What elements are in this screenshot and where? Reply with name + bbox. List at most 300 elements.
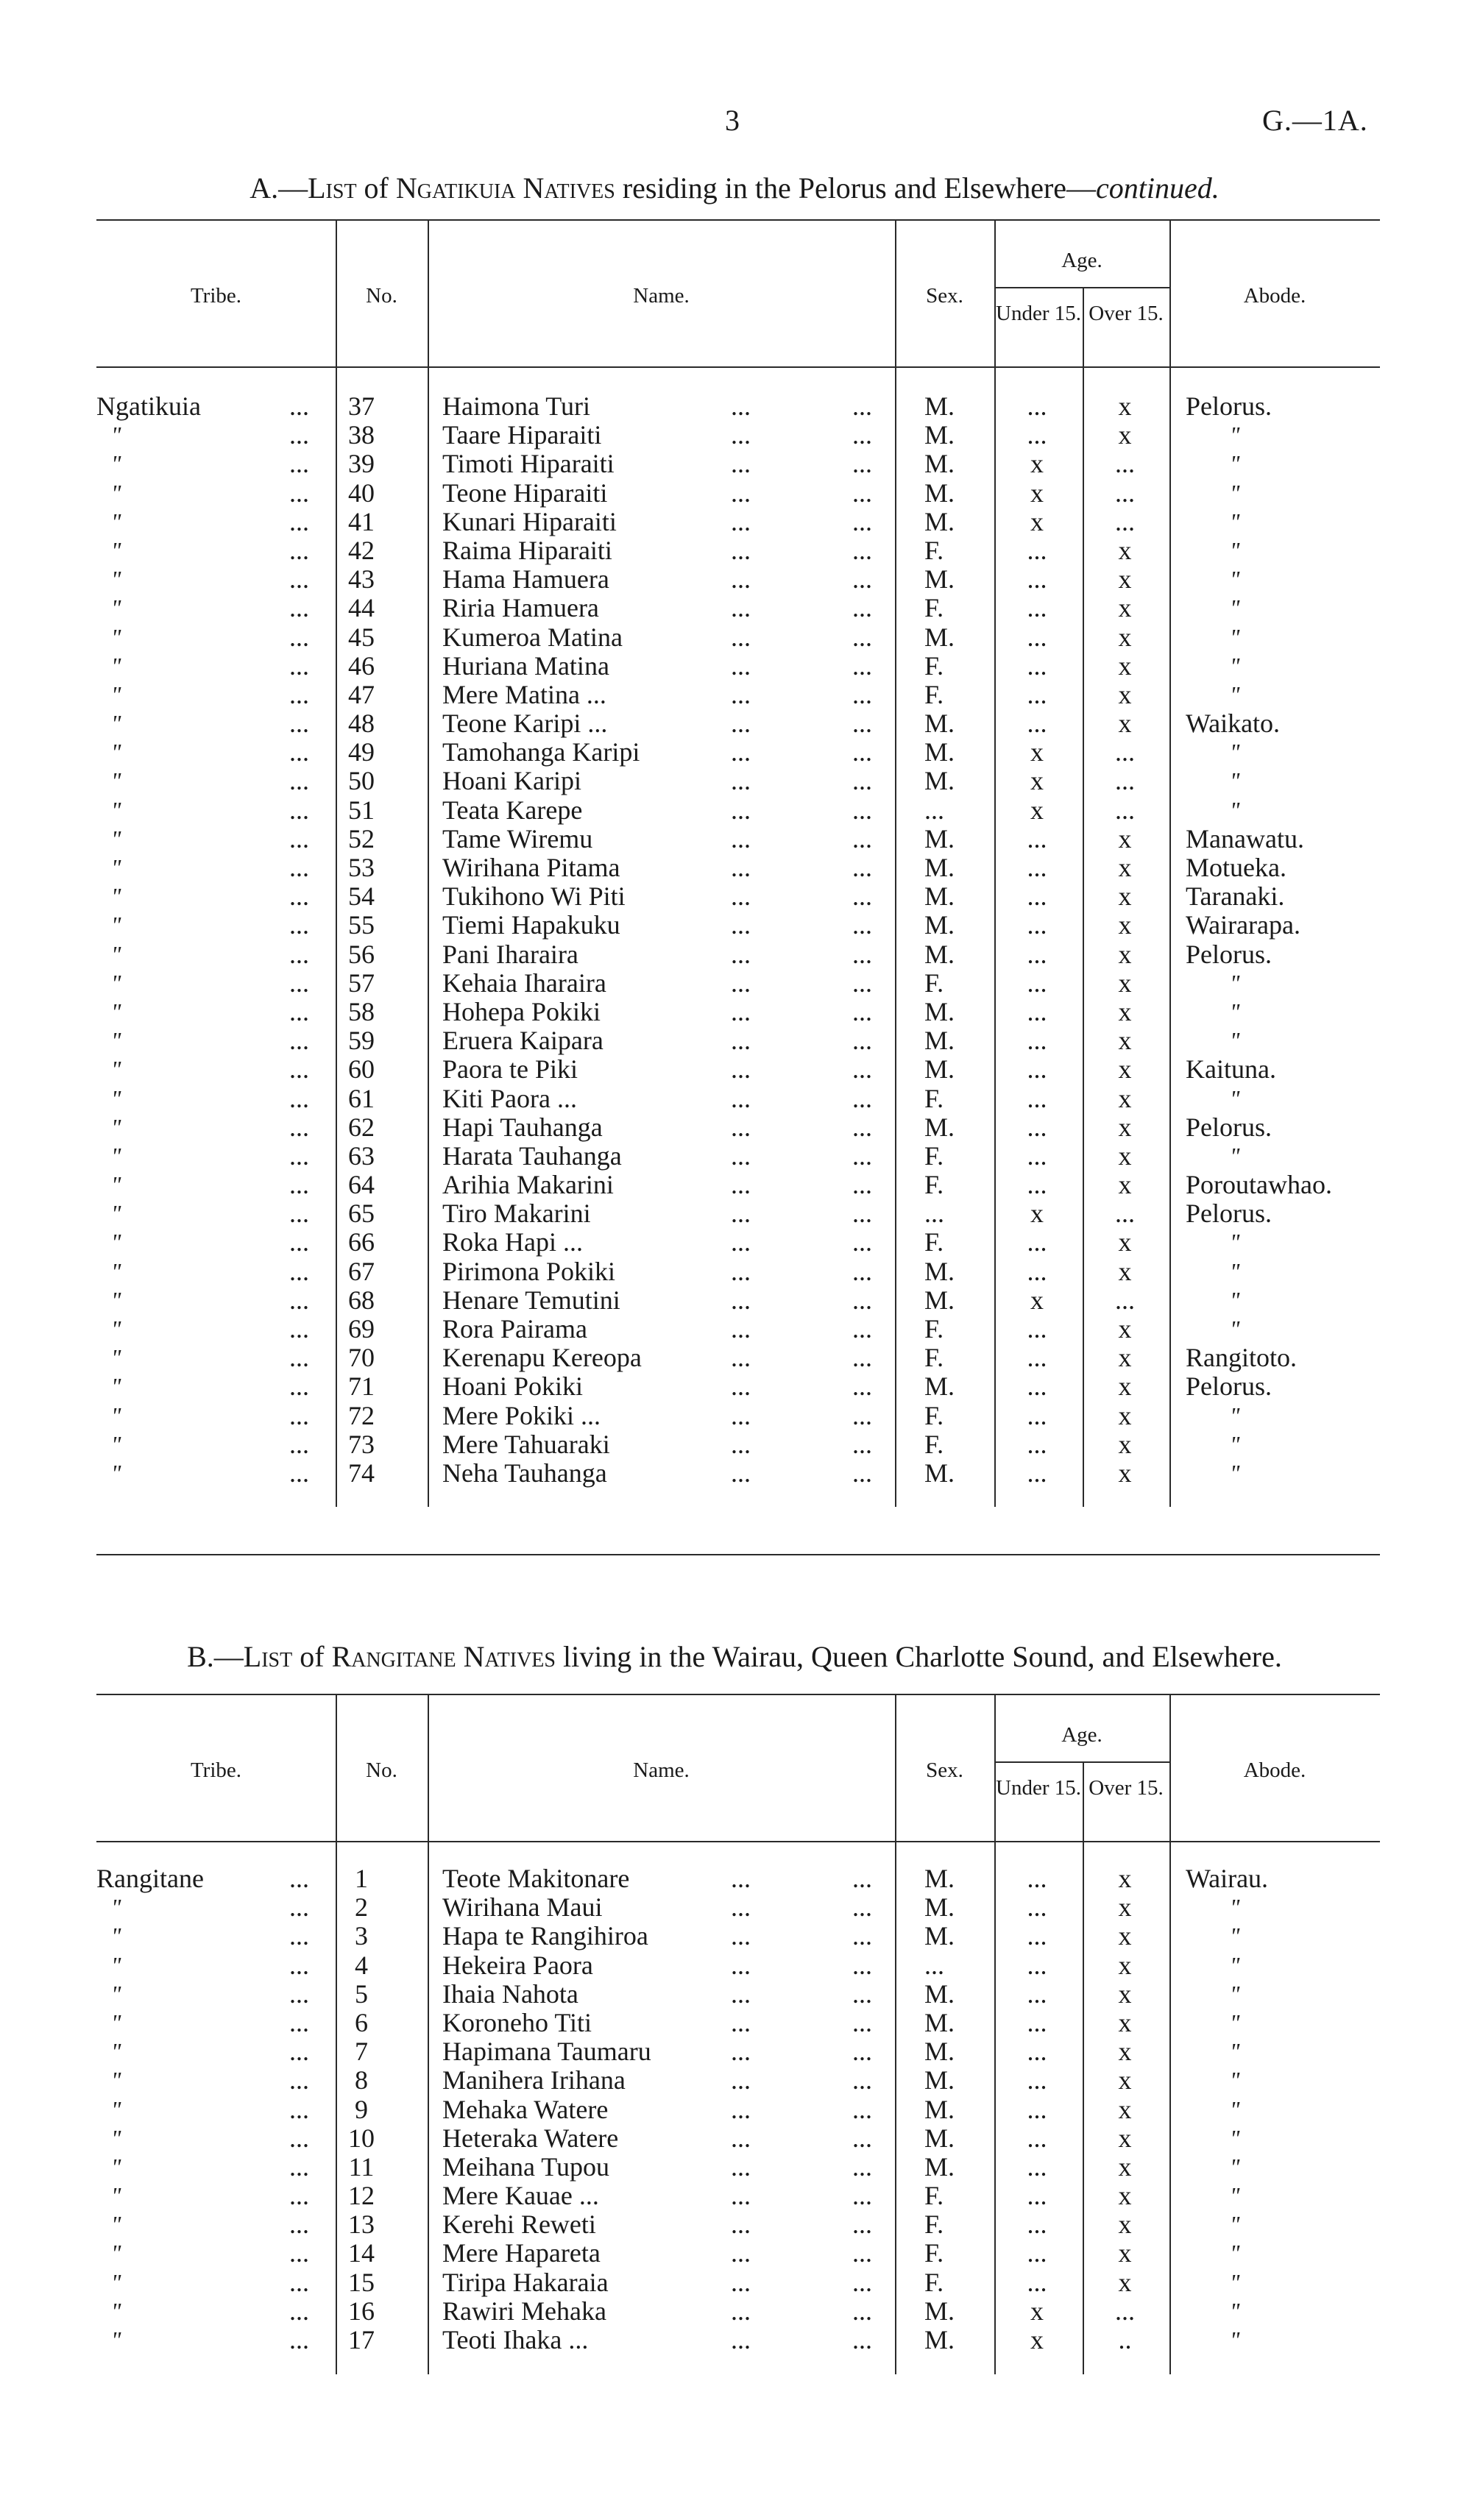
name-cell: Rawiri Mehaka xyxy=(442,2296,606,2326)
name-cell: Kiti Paora ... xyxy=(442,1083,577,1113)
number-cell: 11 xyxy=(348,2151,375,2182)
title-list: List xyxy=(308,171,357,205)
name-cell: Tiro Makarini xyxy=(442,1199,591,1229)
header-sex: Sex. xyxy=(926,1758,963,1782)
abode-cell: Manawatu. xyxy=(1186,823,1304,853)
leader-dots: ... xyxy=(852,2238,872,2268)
over-15-cell: x xyxy=(1118,1227,1132,1257)
abode-cell: " xyxy=(1230,479,1240,506)
sex-cell: F. xyxy=(924,593,944,623)
tribe-cell: " xyxy=(111,479,121,506)
tribe-cell: " xyxy=(111,1430,121,1458)
abode-cell: Poroutawhao. xyxy=(1186,1170,1332,1200)
leader-dots: ... xyxy=(289,1343,309,1373)
leader-dots: ... xyxy=(289,1921,309,1951)
abode-cell: " xyxy=(1230,652,1240,679)
header-under-15: Under 15. xyxy=(996,1776,1081,1800)
tribe-cell: " xyxy=(111,1951,121,1978)
leader-dots: ... xyxy=(731,1429,751,1459)
leader-dots: ... xyxy=(289,1458,309,1488)
under-15-cell: ... xyxy=(1027,1950,1047,1980)
leader-dots: ... xyxy=(289,1978,309,2009)
table-row xyxy=(96,1344,1380,1372)
number-cell: 3 xyxy=(355,1921,368,1951)
under-15-cell: ... xyxy=(1027,1429,1047,1459)
name-cell: Meihana Tupou xyxy=(442,2151,610,2182)
under-15-cell: ... xyxy=(1027,535,1047,565)
abode-cell: Taranaki. xyxy=(1186,881,1285,912)
sex-cell: M. xyxy=(924,853,955,882)
table-row xyxy=(96,911,1380,940)
abode-cell: " xyxy=(1230,2211,1240,2238)
tribe-cell: " xyxy=(111,1027,121,1054)
leader-dots: ... xyxy=(852,420,872,450)
leader-dots: ... xyxy=(852,1429,872,1459)
leader-dots: ... xyxy=(731,1343,751,1373)
tribe-cell: " xyxy=(111,739,121,766)
under-15-cell: ... xyxy=(1027,968,1047,998)
number-cell: 63 xyxy=(348,1140,375,1171)
tribe-cell: " xyxy=(111,940,121,968)
under-15-cell: ... xyxy=(1027,1140,1047,1171)
sex-cell: F. xyxy=(924,2238,944,2268)
over-15-cell: x xyxy=(1118,996,1132,1026)
abode-cell: " xyxy=(1230,2009,1240,2036)
tribe-cell: " xyxy=(111,1229,121,1256)
table-row xyxy=(96,2095,1380,2124)
tribe-cell: " xyxy=(111,2153,121,2180)
header-no: No. xyxy=(366,284,397,308)
abode-cell: " xyxy=(1230,2067,1240,2094)
leader-dots: ... xyxy=(731,506,751,536)
over-15-cell: x xyxy=(1118,564,1132,594)
number-cell: 1 xyxy=(355,1864,368,1893)
leader-dots: ... xyxy=(289,1892,309,1923)
sex-cell: F. xyxy=(924,1170,944,1200)
over-15-cell: x xyxy=(1118,1083,1132,1113)
leader-dots: ... xyxy=(731,996,751,1026)
header-age: Age. xyxy=(1061,1723,1102,1747)
leader-dots: ... xyxy=(731,1026,751,1056)
name-cell: Raima Hiparaiti xyxy=(442,535,612,565)
under-15-cell: ... xyxy=(1027,2181,1047,2211)
leader-dots: ... xyxy=(289,420,309,450)
name-cell: Wirihana Maui xyxy=(442,1892,603,1923)
tribe-cell: " xyxy=(111,508,121,535)
under-15-cell: ... xyxy=(1027,2210,1047,2240)
table-row xyxy=(96,882,1380,911)
over-15-cell: x xyxy=(1118,910,1132,940)
over-15-cell: x xyxy=(1118,1400,1132,1430)
leader-dots: ... xyxy=(289,622,309,652)
leader-dots: ... xyxy=(731,2181,751,2211)
leader-dots: ... xyxy=(731,420,751,450)
name-cell: Pirimona Pokiki xyxy=(442,1256,616,1286)
tribe-cell: " xyxy=(111,681,121,708)
sex-cell: M. xyxy=(924,939,955,969)
sex-cell: M. xyxy=(924,391,955,421)
leader-dots: ... xyxy=(289,1026,309,1056)
name-cell: Hekeira Paora xyxy=(442,1950,593,1980)
name-cell: Rora Pairama xyxy=(442,1314,587,1344)
leader-dots: ... xyxy=(731,391,751,421)
abode-cell: " xyxy=(1230,1229,1240,1256)
name-cell: Hapa te Rangihiroa xyxy=(442,1921,648,1951)
leader-dots: ... xyxy=(852,2037,872,2067)
tribe-cell: " xyxy=(111,652,121,679)
leader-dots: ... xyxy=(289,449,309,479)
leader-dots: ... xyxy=(731,2238,751,2268)
leader-dots: ... xyxy=(852,593,872,623)
table-row xyxy=(96,479,1380,508)
leader-dots: ... xyxy=(852,1864,872,1893)
tribe-cell: " xyxy=(111,1113,121,1140)
tribe-cell: " xyxy=(111,1171,121,1199)
leader-dots: ... xyxy=(289,2181,309,2211)
name-cell: Teote Makitonare xyxy=(442,1864,630,1893)
under-15-cell: ... xyxy=(1027,564,1047,594)
number-cell: 44 xyxy=(348,593,375,623)
table-row xyxy=(96,536,1380,565)
number-cell: 64 xyxy=(348,1170,375,1200)
over-15-cell: x xyxy=(1118,2151,1132,2182)
abode-cell: Pelorus. xyxy=(1186,1199,1272,1229)
over-15-cell: ... xyxy=(1115,795,1135,825)
sex-cell: M. xyxy=(924,2123,955,2153)
number-cell: 14 xyxy=(348,2238,375,2268)
table-row xyxy=(96,1951,1380,1980)
over-15-cell: ... xyxy=(1115,1285,1135,1315)
number-cell: 69 xyxy=(348,1314,375,1344)
leader-dots: ... xyxy=(731,2037,751,2067)
abode-cell: " xyxy=(1230,2038,1240,2065)
sex-cell: M. xyxy=(924,478,955,508)
abode-cell: " xyxy=(1230,1430,1240,1458)
section-b-table xyxy=(96,1694,1380,2378)
sex-cell: M. xyxy=(924,506,955,536)
abode-cell: " xyxy=(1230,594,1240,622)
abode-cell: " xyxy=(1230,1923,1240,1950)
table-row xyxy=(96,594,1380,622)
sex-cell: M. xyxy=(924,622,955,652)
name-cell: Mere Matina ... xyxy=(442,679,606,709)
table-row xyxy=(96,709,1380,738)
leader-dots: ... xyxy=(289,2123,309,2153)
title-prefix: A.— xyxy=(249,171,308,205)
leader-dots: ... xyxy=(731,910,751,940)
header-abode: Abode. xyxy=(1243,284,1306,308)
header-under-15: Under 15. xyxy=(996,302,1081,325)
name-cell: Timoti Hiparaiti xyxy=(442,449,615,479)
tribe-cell: " xyxy=(111,1257,121,1285)
under-15-cell: ... xyxy=(1027,1026,1047,1056)
over-15-cell: x xyxy=(1118,1892,1132,1923)
table-row xyxy=(96,1171,1380,1199)
table-row xyxy=(96,738,1380,767)
over-15-cell: x xyxy=(1118,1343,1132,1373)
over-15-cell: x xyxy=(1118,1170,1132,1200)
leader-dots: ... xyxy=(852,709,872,739)
leader-dots: ... xyxy=(852,1054,872,1085)
over-15-cell: x xyxy=(1118,2037,1132,2067)
number-cell: 74 xyxy=(348,1458,375,1488)
abode-cell: " xyxy=(1230,1316,1240,1342)
sex-cell: F. xyxy=(924,1429,944,1459)
sex-cell: M. xyxy=(924,709,955,739)
under-15-cell: x xyxy=(1030,766,1044,796)
number-cell: 7 xyxy=(355,2037,368,2067)
table-row xyxy=(96,623,1380,652)
under-15-cell: x xyxy=(1030,737,1044,767)
sex-cell: M. xyxy=(924,1026,955,1056)
header-bottom-rule xyxy=(96,366,1380,368)
over-15-cell: x xyxy=(1118,1054,1132,1085)
sex-cell: M. xyxy=(924,2065,955,2095)
over-15-cell: ... xyxy=(1115,737,1135,767)
leader-dots: ... xyxy=(289,1227,309,1257)
leader-dots: ... xyxy=(289,593,309,623)
abode-cell: " xyxy=(1230,2297,1240,2324)
number-cell: 15 xyxy=(348,2267,375,2297)
title-tribe: Rangitane Natives xyxy=(331,1640,556,1673)
over-15-cell: x xyxy=(1118,593,1132,623)
abode-cell: Pelorus. xyxy=(1186,939,1272,969)
sex-cell: M. xyxy=(924,1978,955,2009)
table-row xyxy=(96,2153,1380,2182)
sex-cell: F. xyxy=(924,535,944,565)
table-row xyxy=(96,565,1380,594)
table-row xyxy=(96,1142,1380,1171)
leader-dots: ... xyxy=(852,2181,872,2211)
age-subheader-rule xyxy=(994,287,1169,288)
name-cell: Mehaka Watere xyxy=(442,2094,609,2124)
over-15-cell: ... xyxy=(1115,1199,1135,1229)
tribe-cell: " xyxy=(111,1056,121,1083)
abode-cell: " xyxy=(1230,2124,1240,2151)
under-15-cell: x xyxy=(1030,478,1044,508)
sex-cell: M. xyxy=(924,766,955,796)
leader-dots: ... xyxy=(731,2094,751,2124)
name-cell: Riria Hamuera xyxy=(442,593,599,623)
title-of: of xyxy=(292,1640,332,1673)
leader-dots: ... xyxy=(731,1950,751,1980)
over-15-cell: x xyxy=(1118,2267,1132,2297)
table-row xyxy=(96,2182,1380,2210)
abode-cell: Kaituna. xyxy=(1186,1054,1276,1085)
leader-dots: ... xyxy=(289,679,309,709)
number-cell: 70 xyxy=(348,1343,375,1373)
abode-cell: " xyxy=(1230,1142,1240,1169)
leader-dots: ... xyxy=(731,709,751,739)
leader-dots: ... xyxy=(731,1921,751,1951)
number-cell: 41 xyxy=(348,506,375,536)
tribe-cell: " xyxy=(111,2182,121,2210)
under-15-cell: ... xyxy=(1027,622,1047,652)
leader-dots: ... xyxy=(852,939,872,969)
leader-dots: ... xyxy=(731,2267,751,2297)
leader-dots: ... xyxy=(852,1083,872,1113)
leader-dots: ... xyxy=(852,1112,872,1142)
number-cell: 67 xyxy=(348,1256,375,1286)
leader-dots: ... xyxy=(289,1864,309,1893)
over-15-cell: x xyxy=(1118,1314,1132,1344)
abode-cell: " xyxy=(1230,681,1240,708)
over-15-cell: x xyxy=(1118,1864,1132,1893)
table-row xyxy=(96,1315,1380,1344)
leader-dots: ... xyxy=(289,1054,309,1085)
table-row xyxy=(96,940,1380,969)
sex-cell: F. xyxy=(924,2210,944,2240)
leader-dots: ... xyxy=(289,2007,309,2037)
number-cell: 73 xyxy=(348,1429,375,1459)
leader-dots: ... xyxy=(731,1256,751,1286)
over-15-cell: x xyxy=(1118,2210,1132,2240)
under-15-cell: ... xyxy=(1027,939,1047,969)
leader-dots: ... xyxy=(731,968,751,998)
tribe-cell: " xyxy=(111,536,121,564)
table-rows xyxy=(96,392,1380,1488)
tribe-cell: " xyxy=(111,796,121,823)
name-cell: Teone Hiparaiti xyxy=(442,478,608,508)
abode-cell: " xyxy=(1230,1085,1240,1112)
leader-dots: ... xyxy=(852,2123,872,2153)
number-cell: 4 xyxy=(355,1950,368,1980)
name-cell: Neha Tauhanga xyxy=(442,1458,607,1488)
leader-dots: ... xyxy=(852,2296,872,2326)
leader-dots: ... xyxy=(852,391,872,421)
title-tribe: Ngatikuia Natives xyxy=(395,171,615,205)
tribe-cell: " xyxy=(111,883,121,910)
number-cell: 72 xyxy=(348,1400,375,1430)
leader-dots: ... xyxy=(852,679,872,709)
leader-dots: ... xyxy=(731,1892,751,1923)
abode-cell: Wairau. xyxy=(1186,1864,1269,1893)
leader-dots: ... xyxy=(289,823,309,853)
leader-dots: ... xyxy=(852,1978,872,2009)
table-row xyxy=(96,825,1380,853)
sex-cell: M. xyxy=(924,1256,955,1286)
sex-cell: F. xyxy=(924,2267,944,2297)
abode-cell: " xyxy=(1230,2326,1240,2353)
leader-dots: ... xyxy=(731,1371,751,1402)
over-15-cell: x xyxy=(1118,968,1132,998)
leader-dots: ... xyxy=(731,2065,751,2095)
number-cell: 65 xyxy=(348,1199,375,1229)
name-cell: Haimona Turi xyxy=(442,391,591,421)
leader-dots: ... xyxy=(289,2151,309,2182)
name-cell: Kerenapu Kereopa xyxy=(442,1343,642,1373)
table-row xyxy=(96,1430,1380,1459)
number-cell: 45 xyxy=(348,622,375,652)
abode-cell: " xyxy=(1230,2182,1240,2210)
tribe-cell: " xyxy=(111,1316,121,1342)
under-15-cell: x xyxy=(1030,506,1044,536)
under-15-cell: ... xyxy=(1027,1343,1047,1373)
leader-dots: ... xyxy=(731,2151,751,2182)
leader-dots: ... xyxy=(852,506,872,536)
leader-dots: ... xyxy=(852,2094,872,2124)
leader-dots: ... xyxy=(852,1371,872,1402)
sex-cell: M. xyxy=(924,2325,955,2354)
name-cell: Mere Pokiki ... xyxy=(442,1400,601,1430)
sex-cell: F. xyxy=(924,679,944,709)
number-cell: 50 xyxy=(348,766,375,796)
under-15-cell: ... xyxy=(1027,593,1047,623)
number-cell: 12 xyxy=(348,2181,375,2211)
sex-cell: F. xyxy=(924,1227,944,1257)
tribe-cell: Rangitane xyxy=(96,1864,204,1893)
tribe-cell: " xyxy=(111,1142,121,1169)
over-15-cell: x xyxy=(1118,2123,1132,2153)
abode-cell: " xyxy=(1230,2153,1240,2180)
over-15-cell: x xyxy=(1118,622,1132,652)
leader-dots: ... xyxy=(731,1083,751,1113)
leader-dots: ... xyxy=(289,2037,309,2067)
leader-dots: ... xyxy=(289,939,309,969)
leader-dots: ... xyxy=(289,2210,309,2240)
abode-cell: " xyxy=(1230,1402,1240,1429)
leader-dots: ... xyxy=(852,1458,872,1488)
number-cell: 46 xyxy=(348,650,375,681)
under-15-cell: ... xyxy=(1027,1921,1047,1951)
header-over-15: Over 15. xyxy=(1089,302,1164,325)
leader-dots: ... xyxy=(289,1170,309,1200)
table-row xyxy=(96,1085,1380,1113)
leader-dots: ... xyxy=(289,2325,309,2354)
number-cell: 9 xyxy=(355,2094,368,2124)
table-rows xyxy=(96,1864,1380,2354)
name-cell: Kehaia Iharaira xyxy=(442,968,606,998)
name-cell: Hapimana Taumaru xyxy=(442,2037,651,2067)
header-tribe: Tribe. xyxy=(190,1758,242,1782)
abode-cell: " xyxy=(1230,1286,1240,1313)
tribe-cell: " xyxy=(111,1923,121,1950)
table-row xyxy=(96,969,1380,998)
table-row xyxy=(96,421,1380,450)
abode-cell: " xyxy=(1230,1257,1240,1285)
under-15-cell: ... xyxy=(1027,1083,1047,1113)
number-cell: 49 xyxy=(348,737,375,767)
under-15-cell: ... xyxy=(1027,2267,1047,2297)
number-cell: 2 xyxy=(355,1892,368,1923)
abode-cell: " xyxy=(1230,2240,1240,2267)
over-15-cell: x xyxy=(1118,939,1132,969)
abode-cell: " xyxy=(1230,623,1240,650)
tribe-cell: " xyxy=(111,2067,121,2094)
over-15-cell: x xyxy=(1118,881,1132,912)
leader-dots: ... xyxy=(731,2325,751,2354)
number-cell: 56 xyxy=(348,939,375,969)
leader-dots: ... xyxy=(852,1285,872,1315)
sex-cell: ... xyxy=(924,795,944,825)
under-15-cell: ... xyxy=(1027,1371,1047,1402)
table-row xyxy=(96,2066,1380,2095)
leader-dots: ... xyxy=(289,737,309,767)
name-cell: Roka Hapi ... xyxy=(442,1227,583,1257)
sex-cell: M. xyxy=(924,1371,955,1402)
table-row xyxy=(96,1922,1380,1951)
abode-cell: " xyxy=(1230,2095,1240,2123)
leader-dots: ... xyxy=(731,2007,751,2037)
name-cell: Tiripa Hakaraia xyxy=(442,2267,609,2297)
leader-dots: ... xyxy=(731,622,751,652)
header-abode: Abode. xyxy=(1243,1758,1306,1782)
leader-dots: ... xyxy=(731,1864,751,1893)
leader-dots: ... xyxy=(289,1199,309,1229)
number-cell: 61 xyxy=(348,1083,375,1113)
number-cell: 42 xyxy=(348,535,375,565)
leader-dots: ... xyxy=(731,1170,751,1200)
